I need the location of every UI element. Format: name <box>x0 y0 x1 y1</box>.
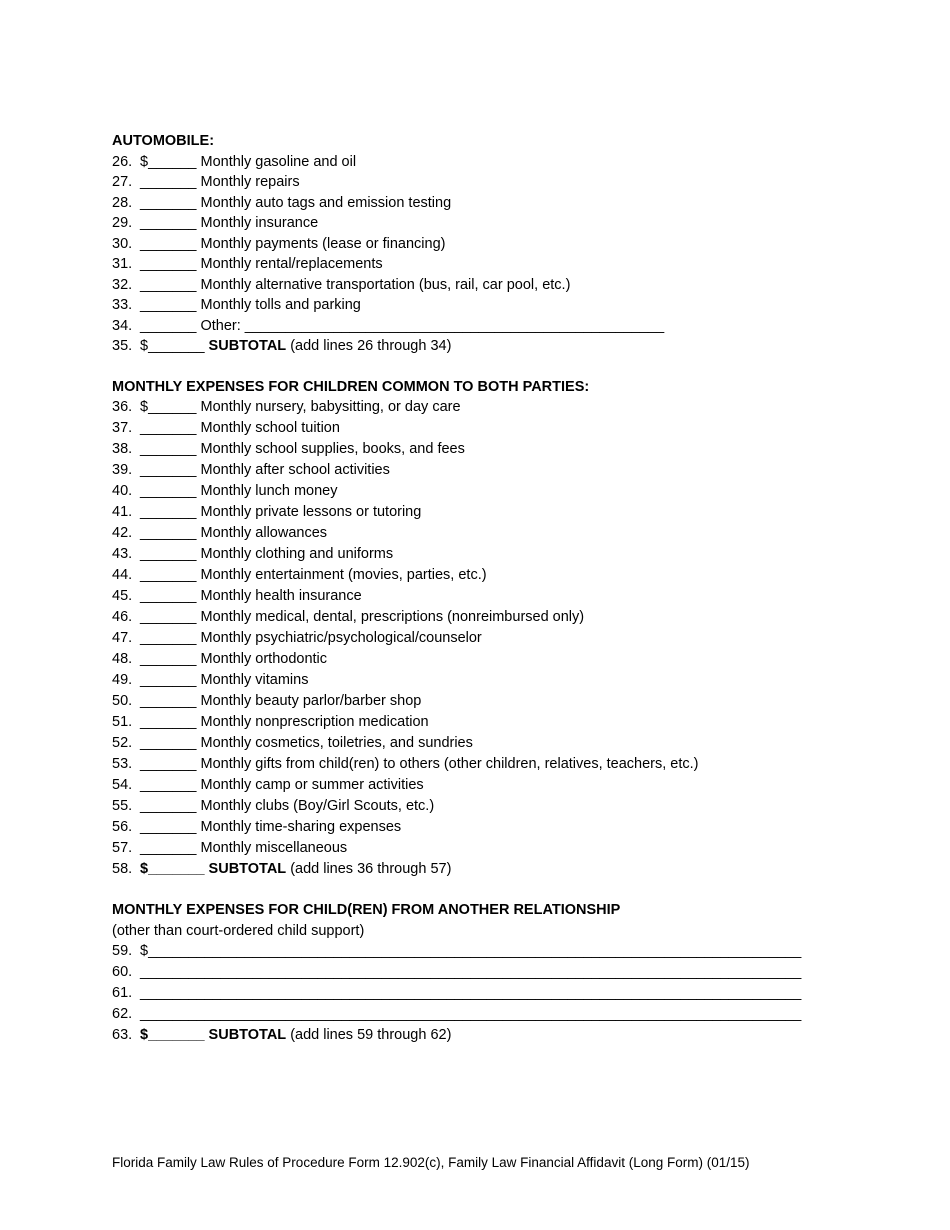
section-subheading: (other than court-ordered child support) <box>112 922 365 939</box>
subtotal-label: SUBTOTAL <box>208 861 287 877</box>
form-line-62 <box>112 1004 842 1025</box>
form-line-57 <box>112 838 842 859</box>
line-number: 39. <box>112 462 133 478</box>
amount-blank[interactable]: $_______ <box>140 338 205 354</box>
line-number: 51. <box>112 714 133 730</box>
amount-blank[interactable]: _______ <box>140 546 197 562</box>
line-label: Monthly nursery, babysitting, or day care <box>200 399 461 415</box>
form-line-33 <box>112 295 842 316</box>
subtotal-note: (add lines 36 through 57) <box>290 861 452 877</box>
amount-blank[interactable]: _______ <box>140 276 197 293</box>
subtotal-label: SUBTOTAL <box>208 338 287 354</box>
line-number: 30. <box>112 235 133 252</box>
form-line-49 <box>112 670 842 691</box>
form-line-54 <box>112 775 842 796</box>
form-line-59 <box>112 941 842 962</box>
form-line-41 <box>112 502 842 523</box>
amount-blank[interactable]: _______ <box>140 798 197 814</box>
amount-blank[interactable]: __________________________________________________________________________________ <box>140 1005 802 1022</box>
amount-blank[interactable]: _______ <box>140 215 197 231</box>
amount-blank[interactable]: $_______ <box>140 861 205 877</box>
form-line-28 <box>112 193 842 214</box>
line-number: 44. <box>112 567 133 583</box>
children-common-section <box>112 377 842 881</box>
line-number: 60. <box>112 963 133 980</box>
line-label: Monthly allowances <box>200 525 328 541</box>
amount-blank[interactable]: _______ <box>140 756 197 772</box>
line-number: 62. <box>112 1005 133 1022</box>
amount-blank[interactable]: _______ <box>140 420 197 436</box>
form-line-40 <box>112 481 842 502</box>
form-line-56 <box>112 817 842 838</box>
line-number: 47. <box>112 630 133 646</box>
line-label: Monthly school tuition <box>200 420 340 436</box>
line-number: 41. <box>112 504 133 520</box>
line-label: Monthly gasoline and oil <box>200 153 357 170</box>
section-gap <box>112 880 842 900</box>
section-heading-automobile: AUTOMOBILE: <box>112 133 215 149</box>
form-line-45 <box>112 586 842 607</box>
subtotal-line-58 <box>112 859 842 880</box>
form-line-43 <box>112 544 842 565</box>
line-label: Monthly time-sharing expenses <box>200 819 402 835</box>
form-line-52 <box>112 733 842 754</box>
line-number: 29. <box>112 215 133 231</box>
form-line-60 <box>112 962 842 983</box>
line-number: 61. <box>112 984 133 1001</box>
line-number: 40. <box>112 483 133 499</box>
line-label: Monthly school supplies, books, and fees <box>200 441 465 457</box>
line-label: Monthly nonprescription medication <box>200 714 429 730</box>
form-page <box>112 131 842 1046</box>
form-line-51 <box>112 712 842 733</box>
form-line-37 <box>112 418 842 439</box>
form-line-44 <box>112 565 842 586</box>
subtotal-note: (add lines 26 through 34) <box>290 338 452 354</box>
amount-blank[interactable]: _______ <box>140 693 197 709</box>
line-label: Monthly medical, dental, prescriptions (nonreimbursed only) <box>200 609 585 625</box>
section-heading-children-common: MONTHLY EXPENSES FOR CHILDREN COMMON TO BOTH PARTIES: <box>112 378 590 395</box>
line-number: 34. <box>112 317 133 334</box>
line-label: Monthly cosmetics, toiletries, and sundries <box>200 735 473 751</box>
form-line-39 <box>112 460 842 481</box>
amount-blank[interactable]: _______ <box>140 819 197 835</box>
line-number: 38. <box>112 441 133 457</box>
form-line-42 <box>112 523 842 544</box>
amount-blank[interactable]: _______ <box>140 256 197 272</box>
form-line-48 <box>112 649 842 670</box>
amount-blank[interactable]: _______ <box>140 462 197 478</box>
amount-blank[interactable]: _______ <box>140 525 197 541</box>
line-label: Monthly beauty parlor/barber shop <box>200 693 422 709</box>
amount-blank[interactable]: _______ <box>140 483 197 499</box>
line-number: 56. <box>112 819 133 835</box>
automobile-section <box>112 131 842 357</box>
line-number: 33. <box>112 297 133 313</box>
line-label: Monthly payments (lease or financing) <box>200 235 446 252</box>
amount-blank[interactable]: _______ <box>140 651 197 667</box>
line-label: Monthly insurance <box>200 215 319 231</box>
amount-blank[interactable]: _______ <box>140 297 197 313</box>
line-number: 46. <box>112 609 133 625</box>
form-line-29 <box>112 213 842 234</box>
amount-blank[interactable]: $______ <box>140 153 197 170</box>
line-label: Monthly orthodontic <box>200 651 328 667</box>
line-label: Monthly rental/replacements <box>200 256 383 272</box>
form-line-32 <box>112 275 842 296</box>
amount-blank[interactable]: $_________________________________________________________________________________ <box>140 942 802 959</box>
page-footer: Florida Family Law Rules of Procedure Form 12.902(c), Family Law Financial Affidavit (Long Form) (01/15) <box>112 1155 750 1170</box>
line-label: Monthly health insurance <box>200 588 362 604</box>
line-number: 27. <box>112 174 133 190</box>
amount-blank[interactable]: _______ <box>140 235 197 252</box>
amount-blank[interactable]: __________________________________________________________________________________ <box>140 984 802 1001</box>
form-line-50 <box>112 691 842 712</box>
line-number: 57. <box>112 840 133 856</box>
line-number: 31. <box>112 256 133 272</box>
amount-blank[interactable]: _______ <box>140 672 197 688</box>
amount-blank[interactable]: $______ <box>140 399 197 415</box>
line-label: Monthly vitamins <box>200 672 309 688</box>
line-label: Monthly lunch money <box>200 483 338 499</box>
amount-blank[interactable]: _______ <box>140 777 197 793</box>
amount-blank[interactable]: _______ <box>140 441 197 457</box>
line-number: 28. <box>112 194 133 211</box>
line-number: 35. <box>112 338 133 354</box>
line-number: 36. <box>112 399 133 415</box>
amount-blank[interactable]: __________________________________________________________________________________ <box>140 963 802 980</box>
form-line-27 <box>112 172 842 193</box>
line-number: 48. <box>112 651 133 667</box>
form-line-46 <box>112 607 842 628</box>
form-line-53 <box>112 754 842 775</box>
amount-blank[interactable]: _______ <box>140 567 197 583</box>
amount-blank[interactable]: _______ <box>140 630 197 646</box>
line-label: Monthly clothing and uniforms <box>200 546 394 562</box>
line-label: Monthly private lessons or tutoring <box>200 504 422 520</box>
form-line-38 <box>112 439 842 460</box>
line-label: Monthly gifts from child(ren) to others (other children, relatives, teachers, etc.) <box>200 756 699 772</box>
amount-blank[interactable]: _______ <box>140 504 197 520</box>
form-line-36 <box>112 397 842 418</box>
form-line-47 <box>112 628 842 649</box>
form-line-26 <box>112 152 842 173</box>
form-line-34 <box>112 316 842 337</box>
line-label: Monthly alternative transportation (bus, rail, car pool, etc.) <box>200 276 571 293</box>
line-number: 37. <box>112 420 133 436</box>
form-line-55 <box>112 796 842 817</box>
line-number: 45. <box>112 588 133 604</box>
amount-blank[interactable]: _______ <box>140 840 197 856</box>
line-number: 49. <box>112 672 133 688</box>
amount-blank[interactable]: _______ <box>140 714 197 730</box>
amount-blank[interactable]: $_______ <box>140 1026 205 1043</box>
section-heading-children-other: MONTHLY EXPENSES FOR CHILD(REN) FROM ANOTHER RELATIONSHIP <box>112 902 621 918</box>
line-number: 54. <box>112 777 133 793</box>
line-number: 58. <box>112 861 133 877</box>
amount-blank[interactable]: _______ <box>140 609 197 625</box>
line-number: 53. <box>112 756 133 772</box>
subtotal-line-63 <box>112 1025 842 1046</box>
line-number: 26. <box>112 153 133 170</box>
line-label: Monthly camp or summer activities <box>200 777 424 793</box>
line-number: 43. <box>112 546 133 562</box>
amount-blank[interactable]: _______ <box>140 588 197 604</box>
line-label: Monthly repairs <box>200 174 300 190</box>
line-label: Monthly clubs (Boy/Girl Scouts, etc.) <box>200 798 435 814</box>
section-gap <box>112 357 842 377</box>
line-label: Monthly entertainment (movies, parties, etc.) <box>200 567 487 583</box>
line-label: Monthly miscellaneous <box>200 840 348 856</box>
line-number: 59. <box>112 942 133 959</box>
line-number: 63. <box>112 1026 133 1043</box>
line-label: Monthly after school activities <box>200 462 390 478</box>
line-number: 55. <box>112 798 133 814</box>
line-label: Monthly auto tags and emission testing <box>200 194 452 211</box>
line-number: 52. <box>112 735 133 751</box>
line-label: Monthly tolls and parking <box>200 297 361 313</box>
amount-blank[interactable]: _______ <box>140 194 197 211</box>
subtotal-line-35 <box>112 336 842 357</box>
amount-blank[interactable]: _______ <box>140 735 197 751</box>
form-line-31 <box>112 254 842 275</box>
line-number: 42. <box>112 525 133 541</box>
children-other-section <box>112 900 842 1046</box>
amount-blank[interactable]: _______ <box>140 317 197 334</box>
line-number: 32. <box>112 276 133 293</box>
line-label: Other: ____________________________________________________ <box>200 317 665 334</box>
form-line-61 <box>112 983 842 1004</box>
subtotal-label: SUBTOTAL <box>208 1026 287 1043</box>
subtotal-note: (add lines 59 through 62) <box>290 1026 452 1043</box>
line-label: Monthly psychiatric/psychological/counselor <box>200 630 482 646</box>
amount-blank[interactable]: _______ <box>140 174 197 190</box>
form-line-30 <box>112 234 842 255</box>
line-number: 50. <box>112 693 133 709</box>
